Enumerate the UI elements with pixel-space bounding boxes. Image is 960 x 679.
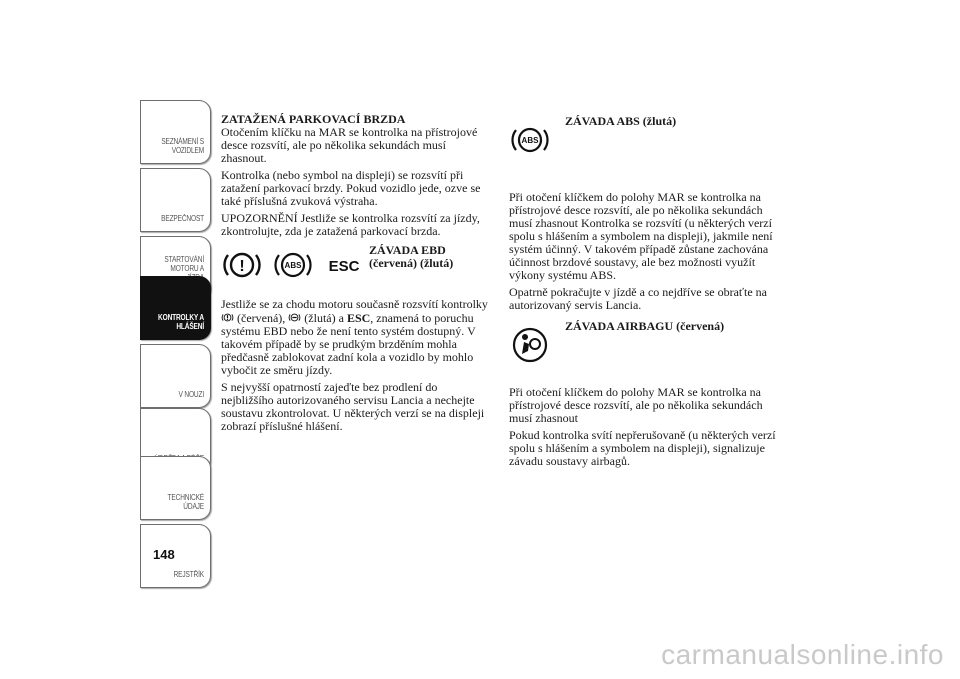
ebd-text-2: S nejvyšší opatrností zajeďte bez prodlení do nejbližšího autorizovaného servisu Lancia a nechejte soustavu zkontrolovat. U některých verzí se na displeji zobrazí příslušné hlášení. <box>221 380 485 433</box>
airbag-heading: ZÁVADA AIRBAGU (červená) <box>565 319 725 333</box>
watermark: carmanualsonline.info <box>661 639 944 670</box>
ebd-text-segment: , znamená to poruchu systému EBD nebo že není tento systém dostupný. V takovém případě by se prudkým brzděním mohla předčasně zablokovat zadní kola a vozidlo by mohlo vybočit ze směru jízdy. <box>221 311 476 377</box>
parking-brake-heading: ZATAŽENÁ PARKOVACÍ BRZDA <box>221 112 406 126</box>
ebd-text-segment: (žlutá) a <box>304 311 344 325</box>
abs-heading: ZÁVADA ABS (žlutá) <box>565 114 677 128</box>
abs-icon-text: ABS <box>521 136 539 145</box>
right-column <box>509 113 781 472</box>
abs-warning-icon <box>272 244 314 286</box>
parking-brake-text-1: Otočením klíčku na MAR se kontrolka na přístrojové desce rozsvítí, ale po několika sekundách musí zhasnout. <box>221 125 478 165</box>
abs-inline-icon <box>288 311 301 324</box>
tab-kontrolky-a-hlaseni[interactable] <box>140 276 211 340</box>
ebd-heading <box>369 244 453 270</box>
tab-label: V NOUZI <box>178 390 204 399</box>
tab-label: SEZNÁMENÍ S VOZIDLEM <box>161 137 204 155</box>
parking-brake-text-2: Kontrolka (nebo symbol na displeji) se rozsvítí při zatažení parkovací brzdy. Pokud vozidlo jede, ozve se také příslušná zvuková výstraha. <box>221 168 481 208</box>
tab-bezpecnost[interactable] <box>140 168 211 232</box>
tab-label: REJSTŘÍK <box>173 570 204 579</box>
abs-icon-text: ABS <box>284 261 302 270</box>
tab-v-nouzi[interactable] <box>140 344 211 408</box>
brake-warning-icon <box>221 244 263 286</box>
airbag-section-header <box>509 318 781 380</box>
abs-section-header <box>509 113 781 173</box>
esc-warning-icon <box>323 244 365 286</box>
tab-label: STARTOVÁNÍ MOTORU A <box>164 255 204 273</box>
ebd-warning-row <box>221 244 493 298</box>
tab-label: BEZPEČNOST <box>161 214 204 223</box>
tab-technicke-udaje[interactable] <box>140 456 211 520</box>
esc-icon-text: ESC <box>328 258 360 275</box>
ebd-text-segment: (červená), <box>237 311 286 325</box>
parking-brake-warning: UPOZORNĚNÍ Jestliže se kontrolka rozsvítí za jízdy, zkontrolujte, zda je zatažená parkovací brzda. <box>221 211 480 238</box>
airbag-text-1: Při otočení klíčkem do polohy MAR se kontrolka na přístrojové desce rozsvítí, ale po několika sekundách musí zhasnout <box>509 385 763 425</box>
tab-label: KONTROLKY A HLÁŠENÍ <box>158 313 204 331</box>
abs-warning-icon <box>509 119 551 161</box>
brake-inline-icon <box>221 311 234 324</box>
airbag-text-2: Pokud kontrolka svítí nepřerušovaně (u některých verzí spolu s hlášením a symbolem na displeji), signalizuje závadu soustavy airbagů. <box>509 428 776 468</box>
esc-label: ESC <box>346 311 371 325</box>
ebd-text-1 <box>221 298 493 377</box>
airbag-warning-icon <box>509 324 551 366</box>
abs-text-2: Opatrně pokračujte v jízdě a co nejdříve se obraťte na autorizovaný servis Lancia. <box>509 285 768 312</box>
left-column <box>221 113 493 437</box>
brake-icon-mark: ! <box>239 258 245 275</box>
abs-text-1: Při otočení klíčkem do polohy MAR se kontrolka na přístrojové desce rozsvítí, ale po několika sekundách musí zhasnout Kontrolka se rozsvítí (u některých verzí spolu s hlášením a symbolem na displeji), jakmile není systém účinný. V takovém případě zůstane zachována účinnost brzdové soustavy, ale bez možnosti využít výkony systému ABS. <box>509 190 773 282</box>
ebd-heading-line2: (červená) (žlutá) <box>369 256 454 270</box>
page-number: 148 <box>153 547 175 562</box>
tab-rejstrik[interactable] <box>140 524 211 588</box>
ebd-text-segment: Jestliže se za chodu motoru současně rozsvítí kontrolky <box>221 297 488 311</box>
tab-seznameni-s-vozidlem[interactable] <box>140 100 211 164</box>
tab-label: TECHNICKÉ ÚDAJE <box>167 493 204 511</box>
ebd-heading-line1: ZÁVADA EBD <box>369 243 446 257</box>
